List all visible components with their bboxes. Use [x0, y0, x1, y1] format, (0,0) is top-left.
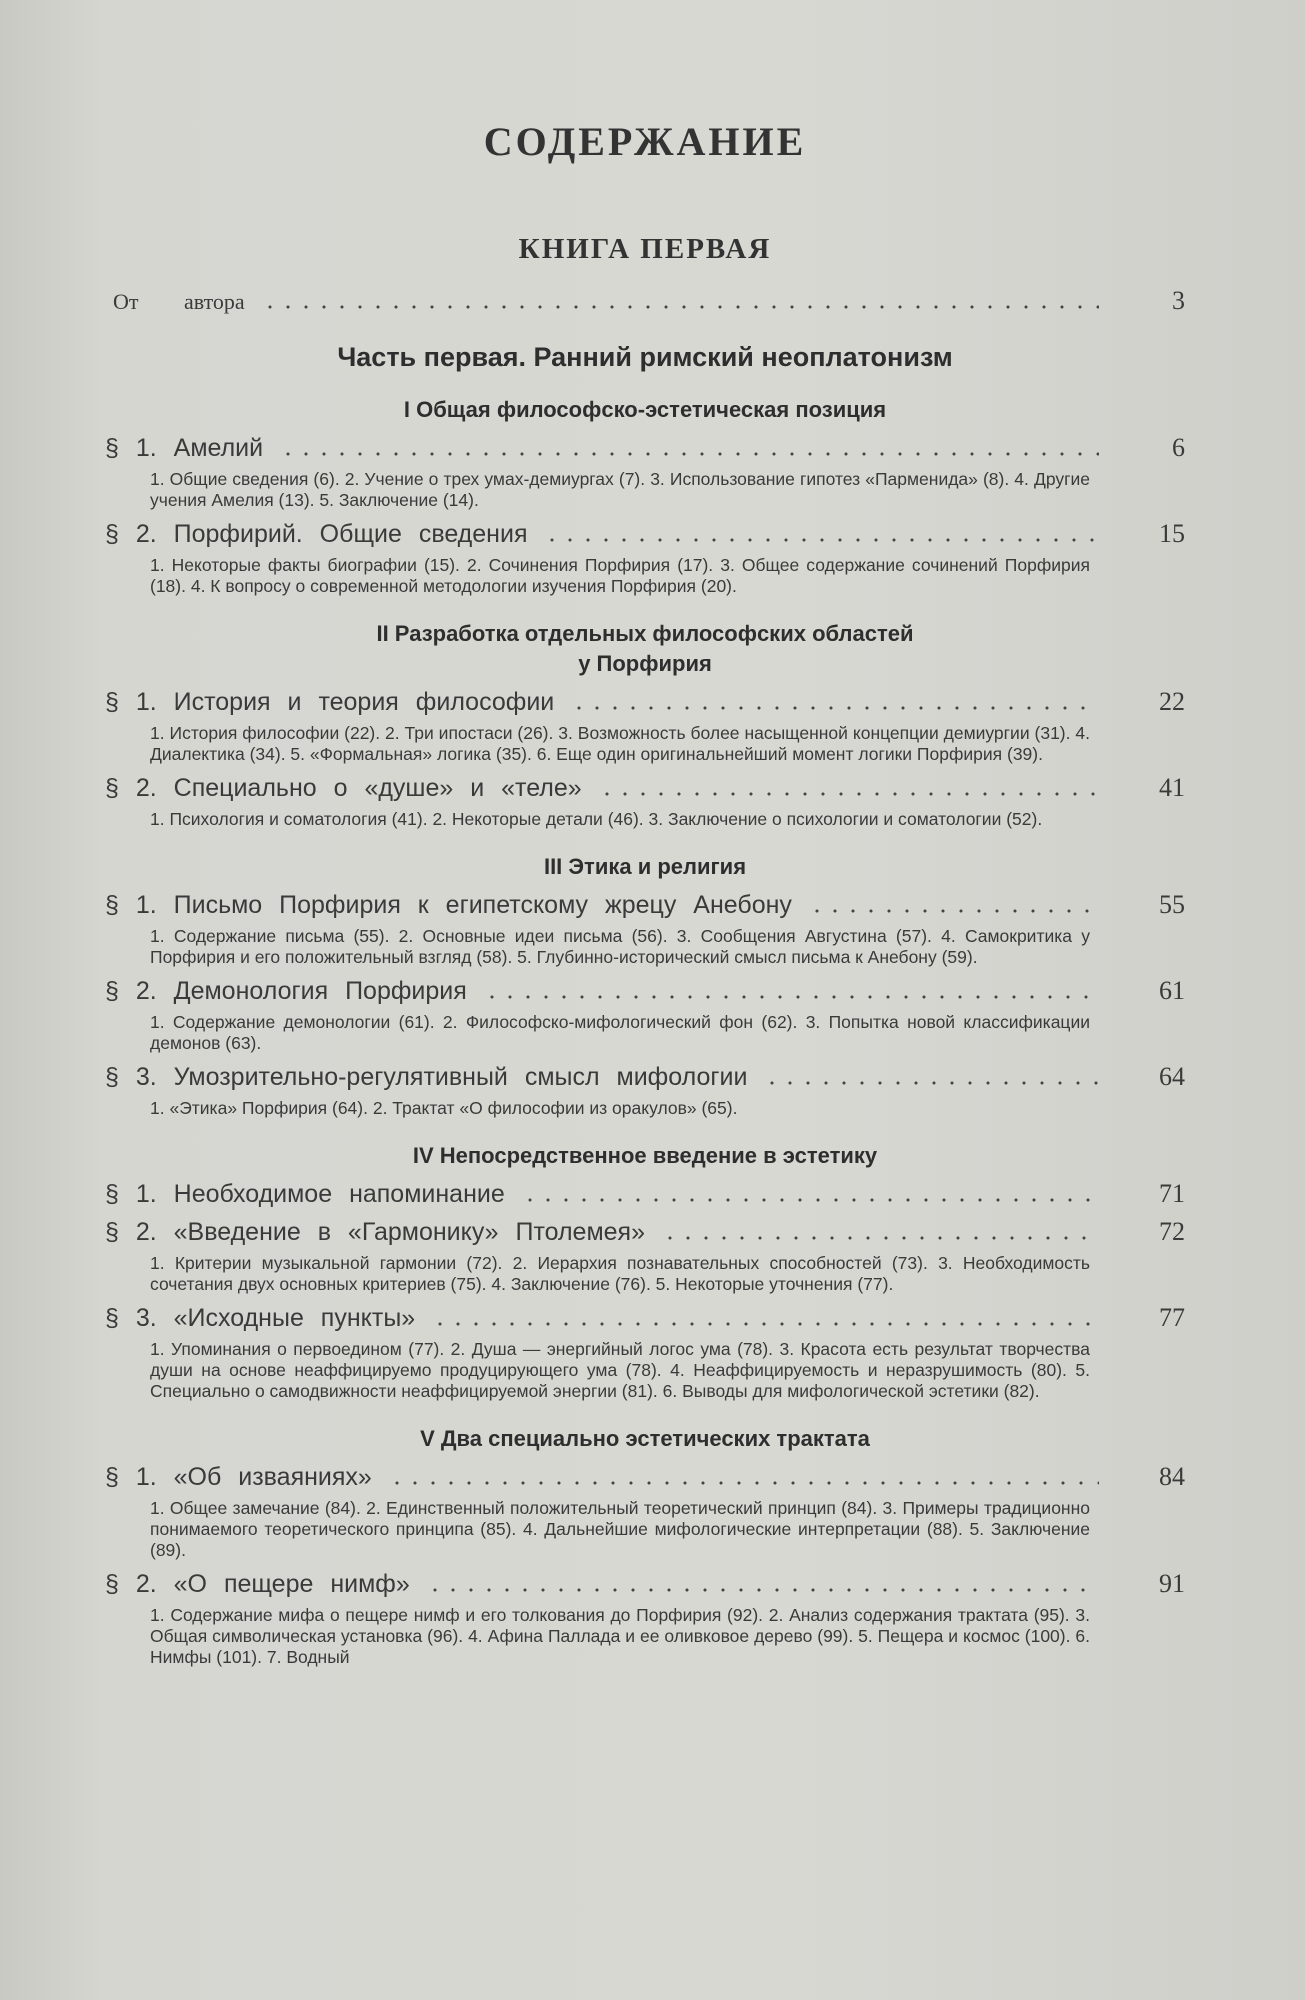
entry-page: 3 [1172, 286, 1185, 315]
entry-page: 72 [1159, 1217, 1185, 1246]
entry-label: От автора [113, 289, 245, 314]
entry-subsections: 1. История философии (22). 2. Три ипостаси (26). 3. Возможность более насыщенной концепции демиургии (31). 4. Диалектика (34). 5. «Формальная» логика (35). 6. Еще один оригинальнейший момент логики Порфирия (39). [150, 723, 1090, 764]
chapter-heading-line: IV Непосредственное введение в эстетику [412, 1143, 878, 1168]
chapter-heading [105, 1141, 1185, 1171]
entry-subsections: 1. Некоторые факты биографии (15). 2. Сочинения Порфирия (17). 3. Общее содержание сочинений Порфирия (18). 4. К вопросу о современной методологии изучения Порфирия (20). [150, 555, 1090, 596]
entry-subsections: 1. Содержание демонологии (61). 2. Философско-мифологический фон (62). 3. Попытка новой классификации демонов (63). [150, 1012, 1090, 1053]
entry-page: 71 [1159, 1179, 1185, 1208]
dot-leader [598, 791, 1099, 797]
chapter-heading [105, 852, 1185, 882]
entry-label: § 2. Порфирий. Общие сведения [105, 520, 528, 548]
entry-label: § 1. История и теория философии [105, 688, 555, 716]
dot-leader [426, 1587, 1099, 1593]
chapter-heading-line: у Порфирия [578, 651, 712, 676]
entry-label: § 3. Умозрительно-регулятивный смысл мифологии [105, 1063, 748, 1091]
dot-leader [543, 537, 1099, 543]
chapter-heading-line: V Два специально эстетических трактата [420, 1426, 870, 1451]
chapter-heading [105, 619, 1185, 679]
entry-label: § 1. Амелий [105, 434, 264, 462]
entry-label: § 1. Письмо Порфирия к египетскому жрецу Анебону [105, 891, 792, 919]
toc-entry-author[interactable] [105, 286, 1185, 316]
part-heading: Часть первая. Ранний римский неоплатонизм [337, 342, 953, 372]
entry-subsections: 1. Психология и соматология (41). 2. Некоторые детали (46). 3. Заключение о психологии и соматологии (52). [150, 809, 1043, 829]
entry-subsections: 1. Критерии музыкальной гармонии (72). 2. Иерархия познавательных способностей (73). 3. Необходимость сочетания двух основных критериев (75). 4. Заключение (76). 5. Некоторые уточнения (77). [150, 1253, 1090, 1294]
entry-page: 61 [1159, 976, 1185, 1005]
chapter-heading-line: I Общая философско-эстетическая позиция [403, 397, 887, 422]
entry-page: 6 [1172, 433, 1185, 462]
dot-leader [279, 451, 1099, 457]
toc-entry[interactable] [105, 976, 1185, 1006]
toc-entry[interactable] [105, 1062, 1185, 1092]
chapter-heading-line: III Этика и религия [543, 854, 747, 879]
toc-entry[interactable] [105, 1462, 1185, 1492]
entry-page: 84 [1159, 1462, 1185, 1491]
table-of-contents [105, 118, 1185, 1668]
entry-page: 15 [1159, 519, 1185, 548]
entry-page: 64 [1159, 1062, 1185, 1091]
dot-leader [763, 1080, 1099, 1086]
toc-entry[interactable] [105, 433, 1185, 463]
toc-entry[interactable] [105, 773, 1185, 803]
dot-leader [661, 1235, 1099, 1241]
entry-subsections: 1. «Этика» Порфирия (64). 2. Трактат «О философии из оракулов» (65). [150, 1098, 738, 1118]
entry-subsections: 1. Общее замечание (84). 2. Единственный положительный теоретический принцип (84). 3. Примеры традиционно понимаемого теоретического принципа (85). 4. Дальнейшие мифологические интерпретации (88). 5. Заключение (89). [150, 1498, 1090, 1560]
dot-leader [431, 1321, 1099, 1327]
toc-entry[interactable] [105, 519, 1185, 549]
entry-subsections: 1. Содержание письма (55). 2. Основные идеи письма (56). 3. Сообщения Августина (57). 4. Самокритика у Порфирия и его положительный взгляд (58). 5. Глубинно-исторический смысл письма к Анебону (59). [150, 926, 1090, 967]
chapter-heading [105, 1424, 1185, 1454]
toc-entry[interactable] [105, 1217, 1185, 1247]
entry-page: 91 [1159, 1569, 1185, 1598]
toc-entry[interactable] [105, 1179, 1185, 1209]
entry-label: § 2. «О пещере нимф» [105, 1570, 410, 1598]
book-heading: КНИГА ПЕРВАЯ [518, 233, 772, 265]
entry-label: § 3. «Исходные пункты» [105, 1304, 416, 1332]
entry-label: § 1. «Об изваяниях» [105, 1463, 372, 1491]
entry-label: § 2. «Введение в «Гармонику» Птолемея» [105, 1218, 645, 1246]
chapter-heading [105, 395, 1185, 425]
entry-subsections: 1. Общие сведения (6). 2. Учение о трех умах-демиургах (7). 3. Использование гипотез «Парменида» (8). 4. Другие учения Амелия (13). 5. Заключение (14). [150, 469, 1090, 510]
entry-subsections: 1. Упоминания о первоедином (77). 2. Душа — энергийный логос ума (78). 3. Красота есть результат творчества души на основе неаффицируемо продуцирующего ума (78). 4. Неаффицируемость и неразрушимость (80). 5. Специально о самодвижности неаффицируемой энергии (81). 6. Выводы для мифологической эстетики (82). [150, 1339, 1090, 1401]
entry-page: 22 [1159, 687, 1185, 716]
page-title: СОДЕРЖАНИЕ [483, 119, 807, 164]
toc-entry[interactable] [105, 687, 1185, 717]
entry-page: 55 [1159, 890, 1185, 919]
dot-leader [521, 1197, 1099, 1203]
toc-entry[interactable] [105, 890, 1185, 920]
entry-label: § 1. Необходимое напоминание [105, 1180, 505, 1208]
dot-leader [808, 908, 1099, 914]
dot-leader [483, 994, 1099, 1000]
chapters-list [105, 395, 1185, 1668]
entry-subsections: 1. Содержание мифа о пещере нимф и его толкования до Порфирия (92). 2. Анализ содержания трактата (95). 3. Общая символическая установка (96). 4. Афина Паллада и ее оливковое дерево (99). 5. Пещера и космос (100). 6. Нимфы (101). 7. Водный [150, 1605, 1090, 1667]
toc-entry[interactable] [105, 1303, 1185, 1333]
entry-page: 41 [1159, 773, 1185, 802]
entry-label: § 2. Специально о «душе» и «теле» [105, 774, 582, 802]
entry-label: § 2. Демонология Порфирия [105, 977, 467, 1005]
toc-entry[interactable] [105, 1569, 1185, 1599]
dot-leader [388, 1480, 1099, 1486]
chapter-heading-line: II Разработка отдельных философских областей [376, 621, 914, 646]
entry-page: 77 [1159, 1303, 1185, 1332]
dot-leader [261, 304, 1099, 310]
dot-leader [570, 705, 1099, 711]
